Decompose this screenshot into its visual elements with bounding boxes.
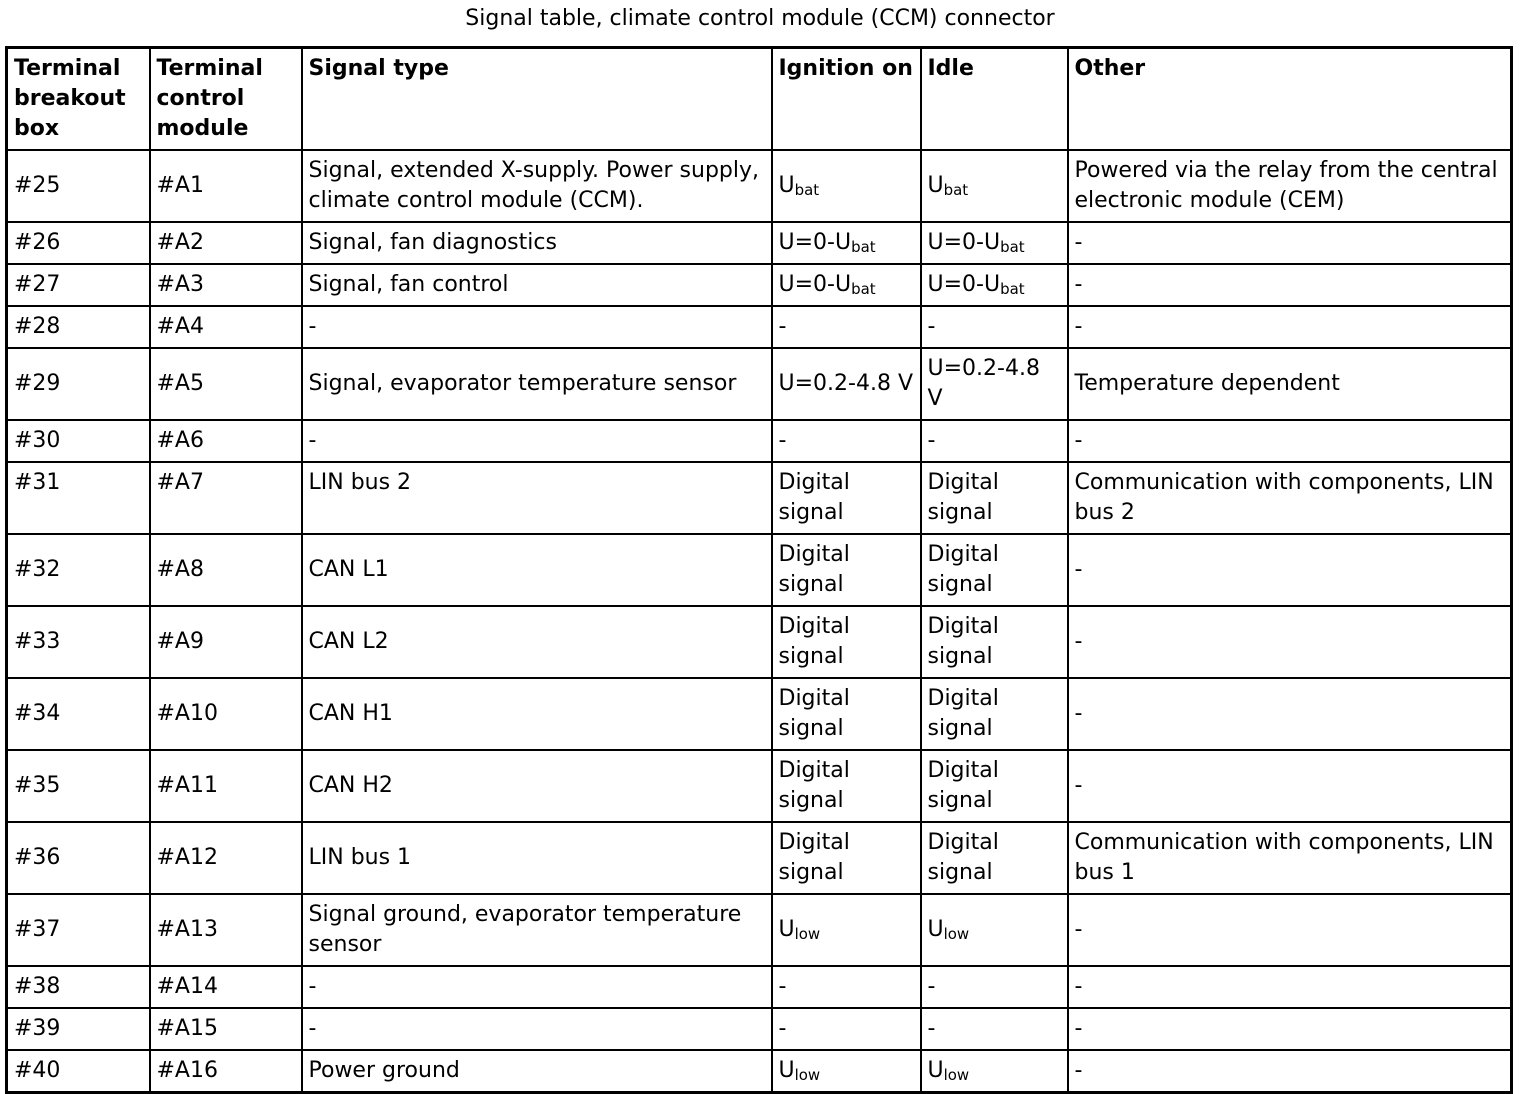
table-cell: Communication with components, LIN bus 1 — [1068, 822, 1512, 894]
table-cell: - — [1068, 1050, 1512, 1093]
table-cell: #A16 — [150, 1050, 302, 1093]
table-cell: $U=0-U_{bat}$ — [772, 222, 921, 264]
table-cell: #28 — [7, 306, 150, 348]
table-cell: Temperature dependent — [1068, 348, 1512, 420]
table-cell: Digital signal — [772, 678, 921, 750]
table-cell: Signal, fan control — [302, 264, 772, 306]
table-cell: #27 — [7, 264, 150, 306]
table-cell: - — [772, 420, 921, 462]
subscript-text: low — [794, 1066, 821, 1085]
table-cell: - — [302, 420, 772, 462]
table-row — [7, 264, 1512, 306]
table-cell: - — [1068, 606, 1512, 678]
table-cell: - — [772, 306, 921, 348]
table-cell: - — [1068, 750, 1512, 822]
table-cell: #A13 — [150, 894, 302, 966]
table-cell: #25 — [7, 150, 150, 222]
signal-table — [5, 46, 1513, 1094]
table-cell: Power ground — [302, 1050, 772, 1093]
table-cell: Signal, extended X-supply. Power supply, climate control module (CCM). — [302, 150, 772, 222]
table-cell: - — [921, 420, 1068, 462]
table-cell: - — [921, 1008, 1068, 1050]
table-cell: - — [772, 966, 921, 1008]
table-cell: CAN L2 — [302, 606, 772, 678]
table-row — [7, 678, 1512, 750]
table-cell: #30 — [7, 420, 150, 462]
table-cell: #38 — [7, 966, 150, 1008]
table-cell: #A9 — [150, 606, 302, 678]
table-cell: - — [1068, 678, 1512, 750]
table-cell: #37 — [7, 894, 150, 966]
column-header: Terminal control module — [150, 48, 302, 151]
table-cell: $U_{bat}$ — [921, 150, 1068, 222]
table-cell: $U_{low}$ — [921, 1050, 1068, 1093]
table-cell: Digital signal — [921, 678, 1068, 750]
column-header: Terminal breakout box — [7, 48, 150, 151]
table-cell: Digital signal — [772, 462, 921, 534]
table-cell: #40 — [7, 1050, 150, 1093]
table-row — [7, 150, 1512, 222]
table-cell: #A2 — [150, 222, 302, 264]
table-cell: #A7 — [150, 462, 302, 534]
table-cell: #29 — [7, 348, 150, 420]
table-cell: #A4 — [150, 306, 302, 348]
subscript-text: low — [794, 925, 821, 944]
table-cell: $U_{low}$ — [772, 1050, 921, 1093]
table-cell: #32 — [7, 534, 150, 606]
table-cell: Digital signal — [921, 534, 1068, 606]
column-header: Other — [1068, 48, 1512, 151]
table-cell: #A1 — [150, 150, 302, 222]
table-cell: - — [772, 1008, 921, 1050]
table-cell: #A3 — [150, 264, 302, 306]
table-row — [7, 822, 1512, 894]
table-cell: #35 — [7, 750, 150, 822]
table-cell: Communication with components, LIN bus 2 — [1068, 462, 1512, 534]
table-row — [7, 966, 1512, 1008]
table-cell: Digital signal — [772, 606, 921, 678]
table-cell: $U=0-U_{bat}$ — [772, 264, 921, 306]
table-cell: - — [1068, 534, 1512, 606]
table-cell: LIN bus 2 — [302, 462, 772, 534]
table-cell: - — [1068, 306, 1512, 348]
subscript-text: bat — [794, 181, 820, 200]
table-cell: $U_{low}$ — [772, 894, 921, 966]
table-cell: Digital signal — [921, 750, 1068, 822]
table-cell: - — [302, 966, 772, 1008]
table-row — [7, 1050, 1512, 1093]
table-cell: #A15 — [150, 1008, 302, 1050]
table-cell: #36 — [7, 822, 150, 894]
table-cell: Signal, fan diagnostics — [302, 222, 772, 264]
table-cell: #33 — [7, 606, 150, 678]
table-cell: - — [1068, 222, 1512, 264]
table-cell: #26 — [7, 222, 150, 264]
subscript-text: bat — [851, 280, 876, 299]
table-cell: - — [921, 306, 1068, 348]
table-cell: Digital signal — [921, 606, 1068, 678]
table-cell: - — [921, 966, 1068, 1008]
column-header: Signal type — [302, 48, 772, 151]
table-cell: CAN L1 — [302, 534, 772, 606]
table-cell: #39 — [7, 1008, 150, 1050]
table-cell: - — [1068, 1008, 1512, 1050]
table-row — [7, 348, 1512, 420]
table-cell: $U=0-U_{bat}$ — [921, 222, 1068, 264]
table-cell: $U_{low}$ — [921, 894, 1068, 966]
subscript-text: bat — [943, 181, 969, 200]
table-row — [7, 1008, 1512, 1050]
table-row — [7, 222, 1512, 264]
subscript-text: bat — [1000, 280, 1025, 299]
table-row — [7, 420, 1512, 462]
table-cell: #31 — [7, 462, 150, 534]
table-cell: Digital signal — [921, 462, 1068, 534]
table-cell: U=0.2-4.8 V — [921, 348, 1068, 420]
subscript-text: low — [943, 925, 970, 944]
table-cell: - — [1068, 966, 1512, 1008]
table-cell: $U_{bat}$ — [772, 150, 921, 222]
table-cell: #A6 — [150, 420, 302, 462]
table-cell: Powered via the relay from the central electronic module (CEM) — [1068, 150, 1512, 222]
table-cell: - — [1068, 264, 1512, 306]
table-cell: CAN H1 — [302, 678, 772, 750]
table-cell: #A5 — [150, 348, 302, 420]
table-row — [7, 606, 1512, 678]
page-title: Signal table, climate control module (CCM) connector — [465, 6, 1055, 31]
table-cell: #A11 — [150, 750, 302, 822]
table-row — [7, 306, 1512, 348]
table-row — [7, 894, 1512, 966]
header-row — [7, 48, 1512, 151]
table-row — [7, 462, 1512, 534]
table-cell: #A8 — [150, 534, 302, 606]
table-cell: #A14 — [150, 966, 302, 1008]
table-cell: Digital signal — [772, 822, 921, 894]
table-cell: $U=0-U_{bat}$ — [921, 264, 1068, 306]
table-cell: #34 — [7, 678, 150, 750]
table-cell: #A12 — [150, 822, 302, 894]
table-cell: U=0.2-4.8 V — [772, 348, 921, 420]
table-body — [7, 150, 1512, 1093]
table-cell: Digital signal — [921, 822, 1068, 894]
table-cell: CAN H2 — [302, 750, 772, 822]
table-cell: Digital signal — [772, 750, 921, 822]
table-cell: - — [1068, 894, 1512, 966]
column-header: Ignition on — [772, 48, 921, 151]
table-row — [7, 534, 1512, 606]
table-row — [7, 750, 1512, 822]
subscript-text: bat — [851, 238, 876, 257]
subscript-text: low — [943, 1066, 970, 1085]
table-cell: Digital signal — [772, 534, 921, 606]
column-header: Idle — [921, 48, 1068, 151]
table-cell: #A10 — [150, 678, 302, 750]
table-cell: - — [302, 306, 772, 348]
table-cell: Signal ground, evaporator temperature sensor — [302, 894, 772, 966]
table-cell: - — [302, 1008, 772, 1050]
subscript-text: bat — [1000, 238, 1025, 257]
table-cell: LIN bus 1 — [302, 822, 772, 894]
table-cell: Signal, evaporator temperature sensor — [302, 348, 772, 420]
table-cell: - — [1068, 420, 1512, 462]
